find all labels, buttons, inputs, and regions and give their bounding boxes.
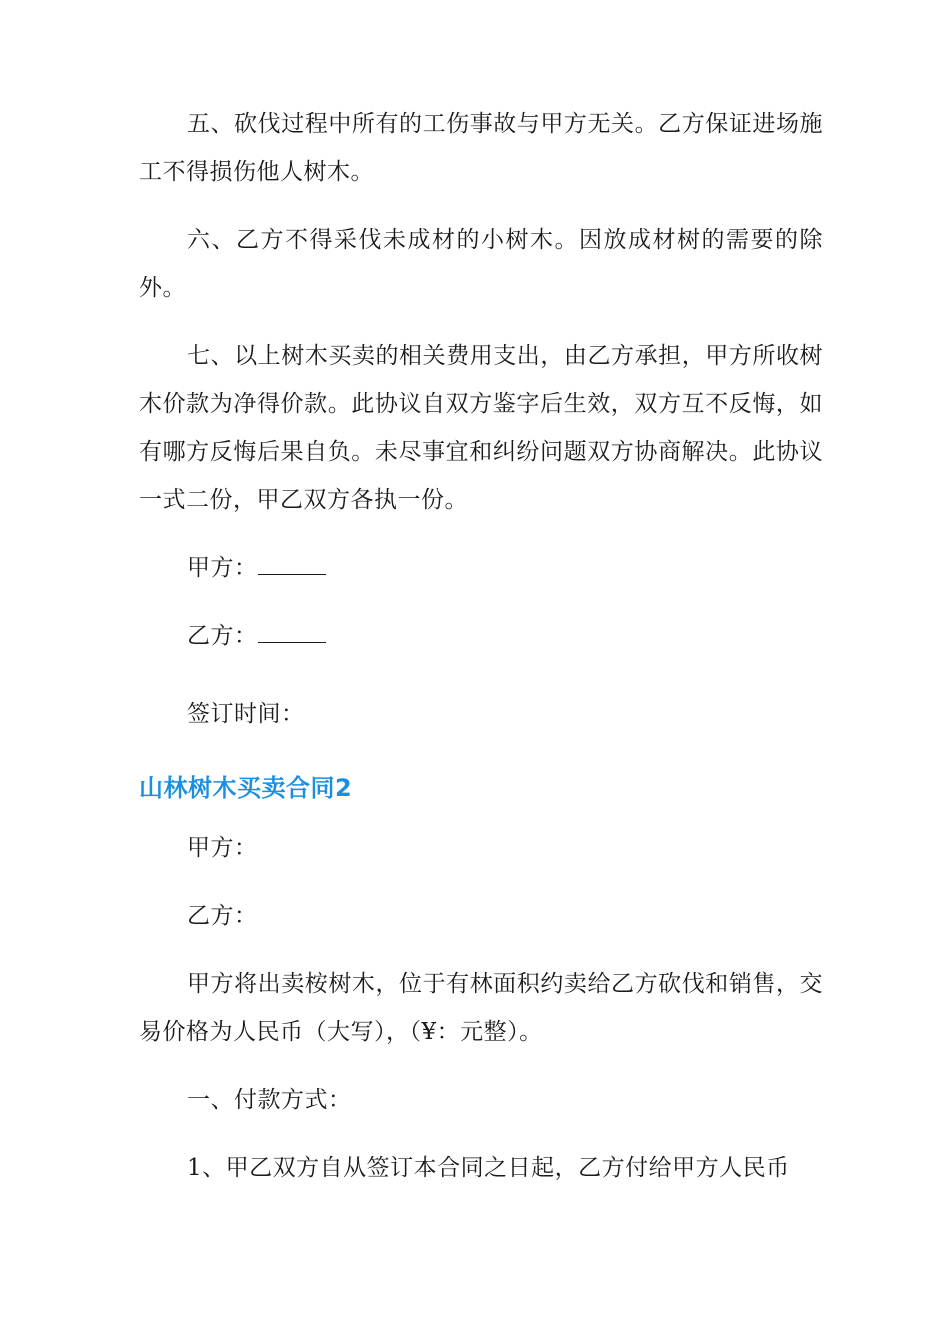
payment-item-1: 1、甲乙双方自从签订本合同之日起，乙方付给甲方人民币 bbox=[187, 1155, 790, 1181]
party-a-label: 甲方： bbox=[187, 555, 258, 581]
clause-7: 七、以上树木买卖的相关费用支出，由乙方承担，甲方所收树木价款为净得价款。此协议自双方鉴字后生效，双方互不反悔，如有哪方反悔后果自负。未尽事宜和纠纷问题双方协商解决。此协议一式二份，甲乙双方各执一份。 bbox=[139, 343, 823, 513]
section2-party-b: 乙方： bbox=[187, 903, 258, 929]
signature-party-a bbox=[139, 544, 823, 592]
signature-party-b bbox=[139, 612, 823, 660]
clause-5: 五、砍伐过程中所有的工伤事故与甲方无关。乙方保证进场施工不得损伤他人树木。 bbox=[139, 111, 823, 185]
section2-intro: 甲方将出卖桉树木，位于有林面积约卖给乙方砍伐和销售，交易价格为人民币（大写），（¥：元整）。 bbox=[139, 971, 823, 1045]
section2-party-a: 甲方： bbox=[187, 835, 258, 861]
section-title: 山林树木买卖合同2 bbox=[139, 774, 353, 802]
party-b-signature-line bbox=[258, 624, 326, 643]
clause-6: 六、乙方不得采伐未成材的小树木。因放成材树的需要的除外。 bbox=[139, 227, 823, 301]
payment-heading: 一、付款方式： bbox=[187, 1087, 352, 1113]
document-page bbox=[139, 100, 823, 1192]
party-b-label: 乙方： bbox=[187, 623, 258, 649]
sign-date: 签订时间： bbox=[187, 701, 305, 727]
party-a-signature-line bbox=[258, 556, 326, 575]
